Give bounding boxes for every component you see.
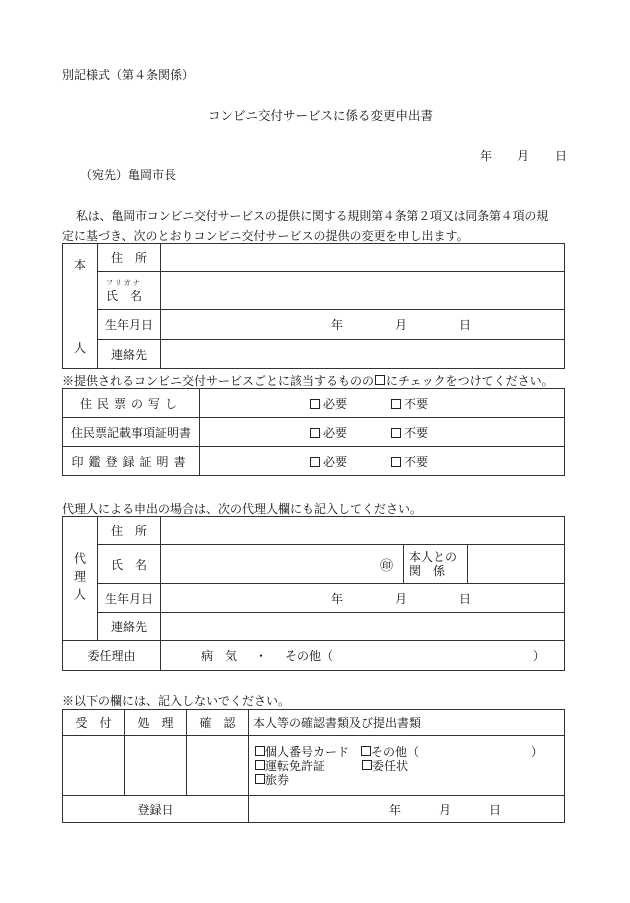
need-label: 必要 <box>323 425 348 440</box>
applicant-name-label-cell <box>98 272 161 310</box>
need-label: 必要 <box>323 454 348 469</box>
reg-day: 日 <box>489 802 502 817</box>
service-label-juminhyo: 住民票の写し <box>63 389 200 418</box>
applicant-group-top: 本 <box>73 258 86 272</box>
checkbox-icon[interactable] <box>255 760 265 770</box>
doc-proxy: 委任状 <box>372 758 409 773</box>
checkbox-icon[interactable] <box>362 760 372 770</box>
office-process-cell <box>125 736 187 796</box>
intro-line-1: 私は、亀岡市コンビニ交付サービスの提供に関する規則第４条第２項又は同条第４項の規 <box>76 209 549 223</box>
agent-reason-field <box>161 641 565 671</box>
agent-contact-field[interactable] <box>161 613 565 641</box>
doc-mynumber: 個人番号カード <box>265 744 350 759</box>
office-docs-cell <box>249 736 565 796</box>
need-checkbox[interactable] <box>310 457 320 467</box>
checkbox-icon[interactable] <box>361 746 371 756</box>
need-checkbox[interactable] <box>310 428 320 438</box>
no-need-label: 不要 <box>404 425 429 440</box>
agent-relation-label-2: 関 係 <box>409 564 446 578</box>
form-type-label: 別記様式（第４条関係） <box>62 68 195 82</box>
agent-birth-year: 年 <box>331 591 344 606</box>
services-table <box>62 388 565 476</box>
date-day: 日 <box>555 149 568 163</box>
need-label: 必要 <box>323 396 348 411</box>
doc-license: 運転免許証 <box>265 758 326 773</box>
applicant-table <box>62 243 565 369</box>
agent-contact-label: 連絡先 <box>98 613 161 641</box>
date-year: 年 <box>480 149 493 163</box>
applicant-birth-field[interactable] <box>161 310 565 340</box>
office-table <box>62 709 565 823</box>
service-options-inkan <box>200 447 565 476</box>
date-month: 月 <box>517 149 530 163</box>
applicant-address-label: 住 所 <box>98 244 161 272</box>
reason-other[interactable]: その他（ <box>285 649 334 663</box>
applicant-birth-day: 日 <box>459 318 472 332</box>
applicant-contact-label: 連絡先 <box>98 340 161 369</box>
agent-table <box>62 516 565 671</box>
agent-name-label: 氏 名 <box>98 545 161 584</box>
no-need-label: 不要 <box>404 454 429 469</box>
addressee: （宛先）亀岡市長 <box>80 168 177 182</box>
applicant-name-field[interactable] <box>161 272 565 310</box>
service-label-kisai: 住民票記載事項証明書 <box>63 418 200 447</box>
office-reg-date-field <box>249 796 565 823</box>
reg-year: 年 <box>389 802 402 817</box>
service-options-kisai <box>200 418 565 447</box>
applicant-furigana-label: フリガナ <box>106 278 142 287</box>
service-note <box>62 372 554 389</box>
applicant-group-bottom: 人 <box>73 341 86 355</box>
doc-other-close: ） <box>531 744 544 759</box>
agent-birth-field[interactable] <box>161 584 565 613</box>
office-note: ※以下の欄には、記入しないでください。 <box>62 694 291 708</box>
service-label-inkan: 印鑑登録証明書 <box>63 447 200 476</box>
doc-passport: 旅券 <box>265 772 290 787</box>
agent-birth-month: 月 <box>395 591 408 606</box>
no-need-label: 不要 <box>404 396 429 411</box>
form-title: コンビニ交付サービスに係る変更申出書 <box>208 108 434 123</box>
need-checkbox[interactable] <box>310 399 320 409</box>
applicant-birth-label: 生年月日 <box>98 310 161 340</box>
reason-separator: ・ <box>255 649 268 663</box>
agent-address-field[interactable] <box>161 517 565 545</box>
no-need-checkbox[interactable] <box>391 428 401 438</box>
office-confirm-cell <box>187 736 249 796</box>
doc-other: その他（ <box>371 744 420 759</box>
intro-line-2: 定に基づき、次のとおりコンビニ交付サービスの提供の変更を申し出ます。 <box>62 229 469 243</box>
office-process-header: 処 理 <box>125 710 187 736</box>
agent-group-label: 代理人 <box>72 551 87 606</box>
applicant-birth-month: 月 <box>395 318 408 332</box>
agent-note: 代理人による申出の場合は、次の代理人欄にも記入してください。 <box>62 502 423 516</box>
applicant-contact-field[interactable] <box>161 340 565 369</box>
reason-close: ） <box>533 649 546 663</box>
agent-reason-label: 委任理由 <box>63 641 161 671</box>
office-reg-date-label: 登録日 <box>63 796 249 823</box>
agent-birth-day: 日 <box>459 591 472 606</box>
agent-name-field[interactable] <box>161 545 404 584</box>
agent-address-label: 住 所 <box>98 517 161 545</box>
checkbox-icon[interactable] <box>255 774 265 784</box>
agent-group-cell <box>63 517 98 641</box>
office-receipt-header: 受 付 <box>63 710 125 736</box>
office-docs-header: 本人等の確認書類及び提出書類 <box>249 710 565 736</box>
office-confirm-header: 確 認 <box>187 710 249 736</box>
agent-relation-label-cell <box>404 545 468 584</box>
reason-illness[interactable]: 病 気 <box>201 649 238 663</box>
checkbox-icon <box>375 375 385 385</box>
service-note-before: ※提供されるコンビニ交付サービスごとに該当するものの <box>62 374 375 388</box>
service-note-after: にチェックをつけてください。 <box>386 374 554 388</box>
applicant-group-cell <box>63 244 98 369</box>
service-options-juminhyo <box>200 389 565 418</box>
applicant-name-label: 氏 名 <box>106 288 143 303</box>
applicant-address-field[interactable] <box>161 244 565 272</box>
agent-birth-label: 生年月日 <box>98 584 161 613</box>
reg-month: 月 <box>439 802 452 817</box>
applicant-birth-year: 年 <box>331 318 344 332</box>
checkbox-icon[interactable] <box>255 746 265 756</box>
agent-relation-field[interactable] <box>468 545 565 584</box>
office-receipt-cell <box>63 736 125 796</box>
agent-relation-label-1: 本人との <box>409 550 458 564</box>
no-need-checkbox[interactable] <box>391 457 401 467</box>
seal-mark: ㊞ <box>379 558 393 574</box>
no-need-checkbox[interactable] <box>391 399 401 409</box>
